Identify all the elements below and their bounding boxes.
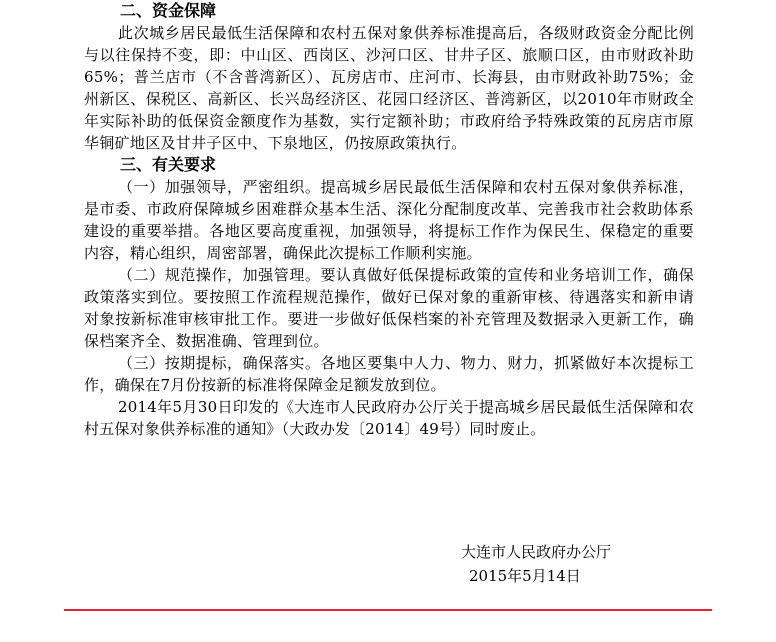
requirement-item-2: （二）规范操作，加强管理。要认真做好低保提标政策的宣传和业务培训工作，确保政策落实到位。要按照工作流程规范操作，做好已保对象的重新审核、待遇落实和新申请对象按新标准审核审批工作。要进一步做好低保档案的补充管理及数据录入更新工作，确保档案齐全、数据准确、管理到位。 [84,266,694,350]
signature-block [461,540,611,588]
document-body [84,0,694,440]
requirement-item-1: （一）加强领导，严密组织。提高城乡居民最低生活保障和农村五保对象供养标准，是市委、市政府保障城乡困难群众基本生活、深化分配制度改革、完善我市社会救助体系建设的重要举措。各地区要高度重视，加强领导，将提标工作作为保民生、保稳定的重要内容，精心组织，周密部署，确保此次提标工作顺利实施。 [84,178,694,262]
section-heading-requirements: 三、有关要求 [120,155,217,174]
section-heading-funding: 二、资金保障 [120,1,217,20]
funding-paragraph: 此次城乡居民最低生活保障和农村五保对象供养标准提高后，各级财政资金分配比例与以往保持不变，即：中山区、西岗区、沙河口区、甘井子区、旅顺口区，由市财政补助65%；普兰店市（不含普湾新区）、瓦房店市、庄河市、长海县，由市财政补助75%；金州新区、保税区、高新区、长兴岛经济区、花园口经济区、普湾新区，以2010年市财政全年实际补助的低保资金额度作为基数，实行定额补助；市政府给予特殊政策的瓦房店市原华铜矿地区及甘井子区中、下泉地区，仍按原政策执行。 [84,24,694,152]
repeal-notice-paragraph: 2014年5月30日印发的《大连市人民政府办公厅关于提高城乡居民最低生活保障和农村五保对象供养标准的通知》（大政办发〔2014〕49号）同时废止。 [84,398,694,438]
requirement-item-3: （三）按期提标，确保落实。各地区要集中人力、物力、财力，抓紧做好本次提标工作，确保在7月份按新的标准将保障金足额发放到位。 [84,354,694,394]
issuer-name: 大连市人民政府办公厅 [461,543,612,561]
footer-red-rule [64,609,712,611]
issue-date: 2015年5月14日 [469,567,581,585]
